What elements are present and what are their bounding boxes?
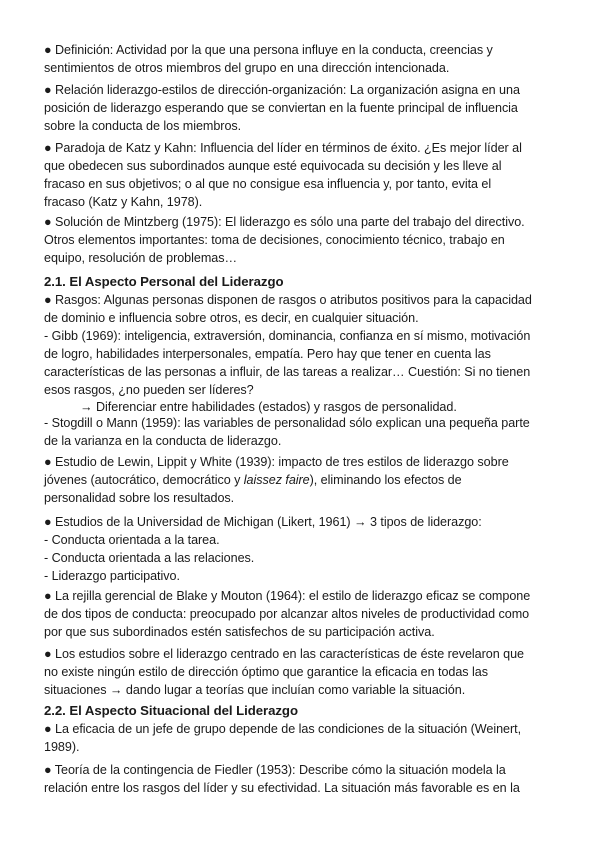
text-line-with-italic: [44, 471, 462, 489]
text-line: de la varianza en la conducta de liderazgo.: [44, 434, 282, 448]
text-line: ● Relación liderazgo-estilos de dirección-organización: La organización asigna en una: [44, 83, 520, 97]
text-line: de dominio e influencia sobre otros, es decir, en cualquier situación.: [44, 311, 419, 325]
text-line: ● Estudios de la Universidad de Michigan (Likert, 1961) → 3 tipos de liderazgo:: [44, 515, 482, 529]
text-line: ● Paradoja de Katz y Kahn: Influencia del líder en términos de éxito. ¿Es mejor líder al: [44, 141, 522, 155]
text-line: - Gibb (1969): inteligencia, extraversión, dominancia, confianza en sí mismo, motivación: [44, 329, 531, 343]
text-line: no existe ningún estilo de dirección óptimo que garantice la eficacia en todas las: [44, 665, 488, 679]
text-line: ● Los estudios sobre el liderazgo centrado en las características de éste revelaron que: [44, 647, 524, 661]
section-title: 2.2. El Aspecto Situacional del Liderazgo: [44, 703, 298, 718]
text-line: Otros elementos importantes: toma de decisiones, conocimiento técnico, trabajo en: [44, 233, 505, 247]
arrow-note-line: → Diferenciar entre habilidades (estados) y rasgos de personalidad.: [80, 400, 457, 414]
text-segment: ), eliminando los efectos de: [309, 473, 462, 487]
text-line: 1989).: [44, 740, 80, 754]
text-line: por que sus subordinados estén satisfechos de su participación activa.: [44, 625, 435, 639]
italic-term: laissez faire: [243, 473, 310, 487]
text-line: ● Definición: Actividad por la que una persona influye en la conducta, creencias y: [44, 43, 493, 57]
text-line: ● Solución de Mintzberg (1975): El liderazgo es sólo una parte del trabajo del directivo.: [44, 215, 525, 229]
text-line: personalidad sobre los resultados.: [44, 491, 235, 505]
text-line: ● La rejilla gerencial de Blake y Mouton (1964): el estilo de liderazgo eficaz se compone: [44, 589, 531, 603]
list-item: - Liderazgo participativo.: [44, 569, 180, 583]
text-line: ● Estudio de Lewin, Lippit y White (1939): impacto de tres estilos de liderazgo sobre: [44, 455, 509, 469]
text-line: de dos tipos de conducta: preocupado por alcanzar altos niveles de productividad como: [44, 607, 530, 621]
text-line: esos rasgos, ¿no pueden ser líderes?: [44, 383, 254, 397]
text-line: que obedecen sus subordinados aunque esté equivocada su decisión y les lleve al: [44, 159, 502, 173]
text-line: fracaso en sus objetivos; o al que no consigue esa influencia y, por tanto, evita el: [44, 177, 492, 191]
text-line: características de las personas a influir, de las tareas a realizar… Cuestión: Si no tienen: [44, 365, 531, 379]
text-line: - Stogdill o Mann (1959): las variables de personalidad sólo explican una pequeña parte: [44, 416, 530, 430]
list-item: - Conducta orientada a las relaciones.: [44, 551, 255, 565]
text-line: ● La eficacia de un jefe de grupo depende de las condiciones de la situación (Weinert,: [44, 722, 522, 736]
text-line: ● Teoría de la contingencia de Fiedler (1953): Describe cómo la situación modela la: [44, 763, 506, 777]
text-line: equipo, resolución de problemas…: [44, 251, 238, 265]
text-line: de logro, habilidades interpersonales, empatía. Pero hay que tener en cuenta las: [44, 347, 491, 361]
text-line: sentimientos de otros miembros del grupo en una dirección intencionada.: [44, 61, 450, 75]
section-title: 2.1. El Aspecto Personal del Liderazgo: [44, 274, 284, 289]
list-item: - Conducta orientada a la tarea.: [44, 533, 220, 547]
text-segment: jóvenes (autocrático, democrático y: [44, 473, 244, 487]
text-line: posición de liderazgo esperando que se conviertan en la fuente principal de influencia: [44, 101, 518, 115]
text-line: relación entre los rasgos del líder y su efectividad. La situación más favorable es en la: [44, 781, 520, 795]
text-line: ● Rasgos: Algunas personas disponen de rasgos o atributos positivos para la capacidad: [44, 293, 532, 307]
text-line: fracaso (Katz y Kahn, 1978).: [44, 195, 203, 209]
text-line: sobre la conducta de los miembros.: [44, 119, 242, 133]
text-line: situaciones → dando lugar a teorías que incluían como variable la situación.: [44, 683, 466, 697]
